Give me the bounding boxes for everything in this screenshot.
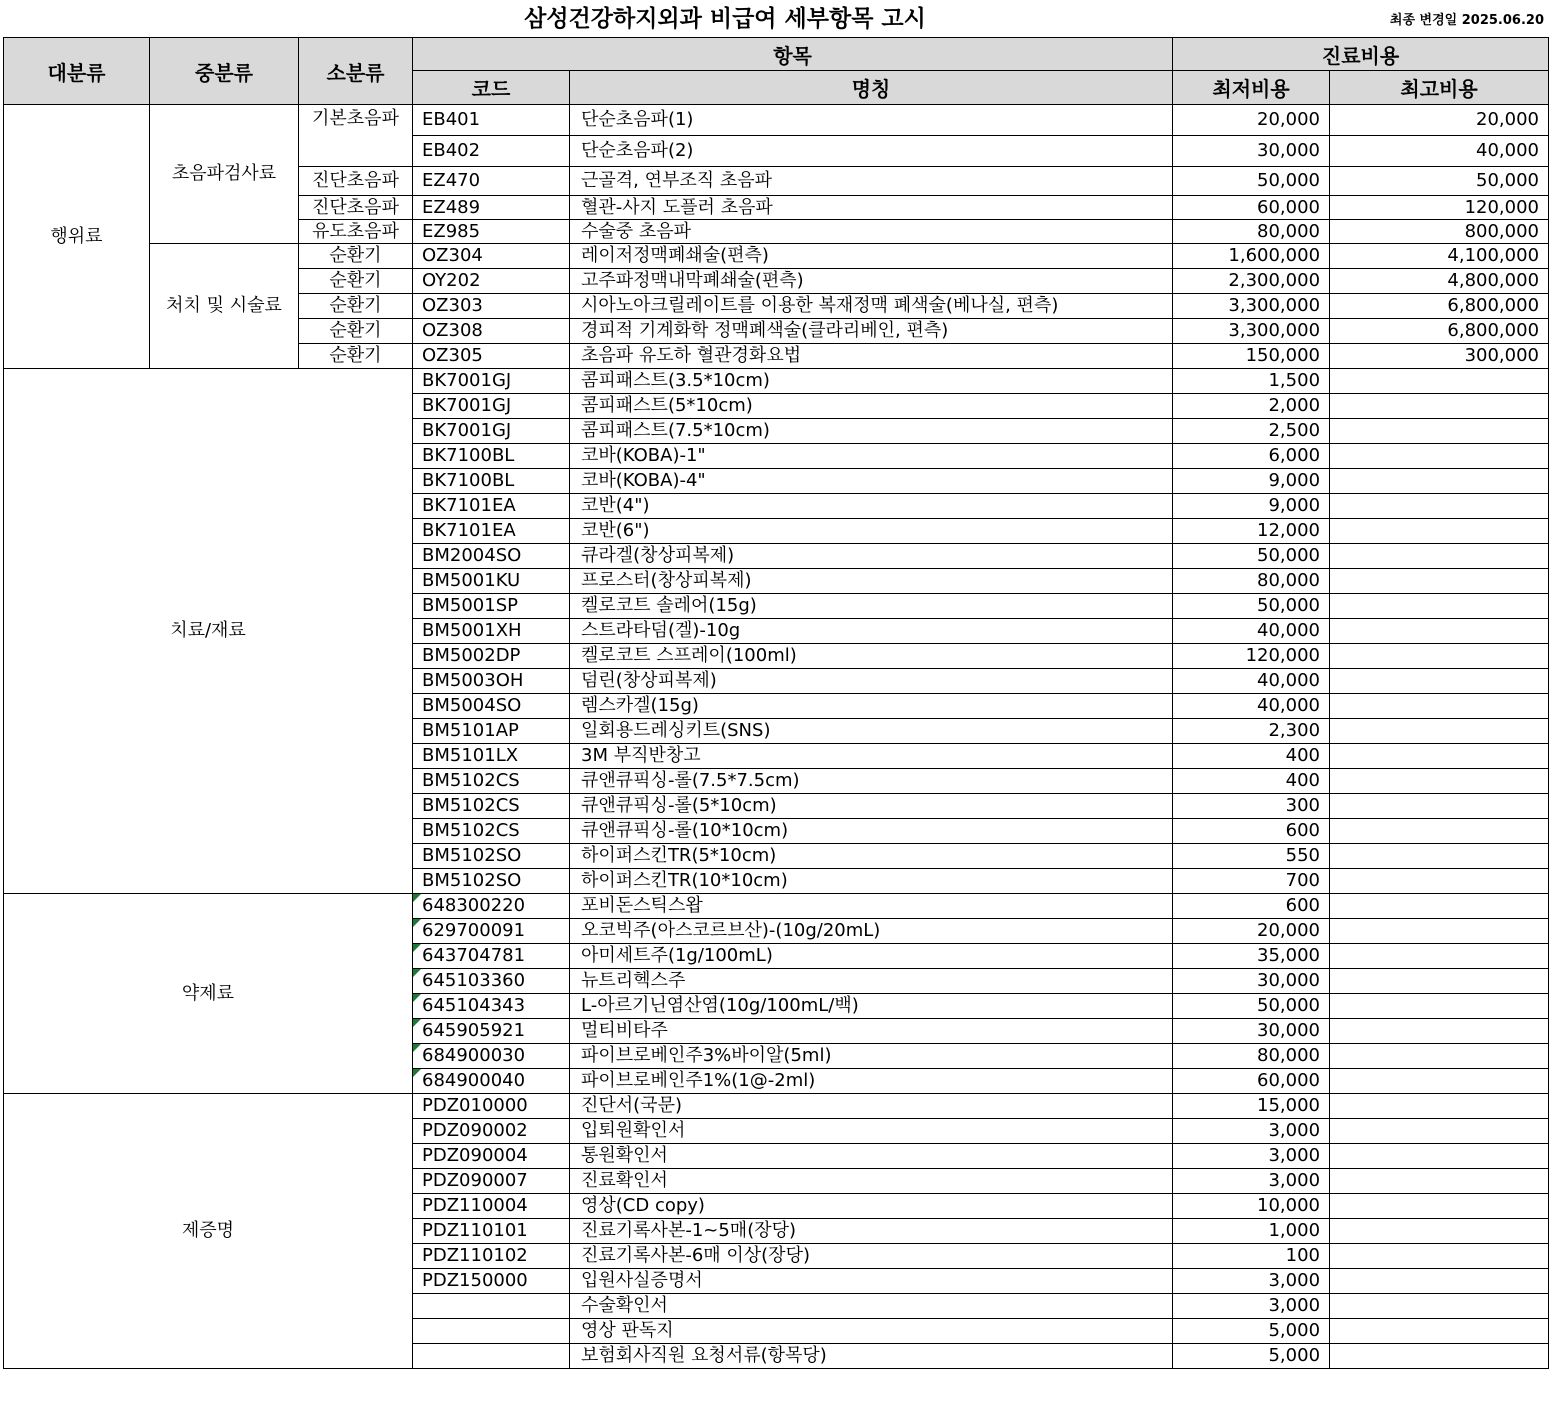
min-cost-cell: 3,000 xyxy=(1173,1144,1330,1169)
name-cell: 수술확인서 xyxy=(570,1294,1173,1319)
min-cost-cell: 3,000 xyxy=(1173,1169,1330,1194)
max-cost-cell xyxy=(1330,494,1549,519)
name-cell: 일회용드레싱키트(SNS) xyxy=(570,719,1173,744)
name-cell: 경피적 기계화학 정맥폐색술(클라리베인, 편측) xyxy=(570,319,1173,344)
code-text: BM5102CS xyxy=(422,795,520,816)
name-cell: 레이저정맥폐쇄술(편측) xyxy=(570,244,1173,269)
max-cost-cell xyxy=(1330,1344,1549,1369)
group-cell: 제증명 xyxy=(4,1094,413,1369)
code-cell: EB402 xyxy=(413,136,570,167)
name-cell: 큐라겔(창상피복제) xyxy=(570,544,1173,569)
name-cell: 프로스터(창상피복제) xyxy=(570,569,1173,594)
max-cost-cell xyxy=(1330,369,1549,394)
name-cell: 진단서(국문) xyxy=(570,1094,1173,1119)
max-cost-cell xyxy=(1330,944,1549,969)
min-cost-cell: 550 xyxy=(1173,844,1330,869)
code-cell xyxy=(413,494,570,519)
name-cell: 단순초음파(2) xyxy=(570,136,1173,167)
min-cost-cell: 2,300 xyxy=(1173,719,1330,744)
header-min-cost: 최저비용 xyxy=(1173,71,1330,105)
name-cell: 시아노아크릴레이트를 이용한 복재정맥 폐색술(베나실, 편측) xyxy=(570,294,1173,319)
table-row xyxy=(4,105,1549,136)
code-cell xyxy=(413,469,570,494)
min-cost-cell: 30,000 xyxy=(1173,969,1330,994)
code-text: BM5102SO xyxy=(422,845,522,866)
code-cell: OZ305 xyxy=(413,344,570,369)
max-cost-cell: 4,100,000 xyxy=(1330,244,1549,269)
name-cell: 영상 판독지 xyxy=(570,1319,1173,1344)
name-cell: 초음파 유도하 혈관경화요법 xyxy=(570,344,1173,369)
min-cost-cell: 15,000 xyxy=(1173,1094,1330,1119)
code-text: 648300220 xyxy=(422,895,526,916)
header-major: 대분류 xyxy=(4,38,150,105)
min-cost-cell: 80,000 xyxy=(1173,1044,1330,1069)
code-text: BM5003OH xyxy=(422,670,524,691)
code-cell: EB401 xyxy=(413,105,570,136)
header-minor: 소분류 xyxy=(299,38,413,105)
min-cost-cell: 5,000 xyxy=(1173,1344,1330,1369)
code-cell: OZ304 xyxy=(413,244,570,269)
code-cell xyxy=(413,794,570,819)
min-cost-cell: 20,000 xyxy=(1173,105,1330,136)
min-cost-cell: 2,000 xyxy=(1173,394,1330,419)
code-text: PDZ150000 xyxy=(422,1270,528,1291)
code-cell xyxy=(413,1019,570,1044)
name-cell: 입퇴원확인서 xyxy=(570,1119,1173,1144)
code-text: BM5101LX xyxy=(422,745,519,766)
code-text: BK7001GJ xyxy=(422,420,512,441)
max-cost-cell xyxy=(1330,1094,1549,1119)
min-cost-cell: 10,000 xyxy=(1173,1194,1330,1219)
max-cost-cell xyxy=(1330,644,1549,669)
code-text: 629700091 xyxy=(422,920,526,941)
code-cell xyxy=(413,1169,570,1194)
max-cost-cell: 50,000 xyxy=(1330,167,1549,196)
max-cost-cell xyxy=(1330,394,1549,419)
min-cost-cell: 150,000 xyxy=(1173,344,1330,369)
min-cost-cell: 3,000 xyxy=(1173,1269,1330,1294)
code-cell xyxy=(413,1294,570,1319)
name-cell: 통원확인서 xyxy=(570,1144,1173,1169)
name-cell: 코반(6") xyxy=(570,519,1173,544)
min-cost-cell: 50,000 xyxy=(1173,994,1330,1019)
code-text: BK7101EA xyxy=(422,520,516,541)
code-cell xyxy=(413,994,570,1019)
code-text: BM5004SO xyxy=(422,695,522,716)
name-cell: 파이브로베인주1%(1@-2ml) xyxy=(570,1069,1173,1094)
name-cell: 하이퍼스킨TR(5*10cm) xyxy=(570,844,1173,869)
cell-flag-icon xyxy=(413,944,421,952)
min-cost-cell: 20,000 xyxy=(1173,919,1330,944)
code-cell xyxy=(413,1194,570,1219)
max-cost-cell xyxy=(1330,669,1549,694)
min-cost-cell: 300 xyxy=(1173,794,1330,819)
name-cell: 하이퍼스킨TR(10*10cm) xyxy=(570,869,1173,894)
min-cost-cell: 1,500 xyxy=(1173,369,1330,394)
group-cell: 약제료 xyxy=(4,894,413,1094)
code-cell xyxy=(413,1244,570,1269)
code-cell xyxy=(413,419,570,444)
max-cost-cell xyxy=(1330,719,1549,744)
minor-cell: 순환기 xyxy=(299,344,413,369)
max-cost-cell xyxy=(1330,969,1549,994)
max-cost-cell xyxy=(1330,469,1549,494)
code-text: PDZ110101 xyxy=(422,1220,528,1241)
max-cost-cell xyxy=(1330,1244,1549,1269)
max-cost-cell xyxy=(1330,1219,1549,1244)
code-text: 645103360 xyxy=(422,970,526,991)
max-cost-cell xyxy=(1330,444,1549,469)
max-cost-cell xyxy=(1330,1269,1549,1294)
name-cell: 입원사실증명서 xyxy=(570,1269,1173,1294)
group-cell: 행위료 xyxy=(4,105,150,369)
code-cell xyxy=(413,569,570,594)
subgroup-cell: 처치 및 시술료 xyxy=(150,244,299,369)
code-text: BM2004SO xyxy=(422,545,522,566)
code-cell xyxy=(413,894,570,919)
code-cell xyxy=(413,1069,570,1094)
code-text: PDZ110004 xyxy=(422,1195,528,1216)
max-cost-cell xyxy=(1330,1144,1549,1169)
max-cost-cell xyxy=(1330,1019,1549,1044)
code-cell: EZ985 xyxy=(413,220,570,244)
code-text: BK7101EA xyxy=(422,495,516,516)
name-cell: 고주파정맥내막폐쇄술(편측) xyxy=(570,269,1173,294)
code-text: 684900030 xyxy=(422,1045,526,1066)
max-cost-cell xyxy=(1330,1194,1549,1219)
min-cost-cell: 100 xyxy=(1173,1244,1330,1269)
code-cell xyxy=(413,644,570,669)
min-cost-cell: 600 xyxy=(1173,819,1330,844)
max-cost-cell: 20,000 xyxy=(1330,105,1549,136)
table-row xyxy=(4,244,1549,269)
max-cost-cell xyxy=(1330,1119,1549,1144)
max-cost-cell xyxy=(1330,919,1549,944)
minor-cell: 순환기 xyxy=(299,319,413,344)
min-cost-cell: 400 xyxy=(1173,769,1330,794)
minor-cell: 순환기 xyxy=(299,244,413,269)
max-cost-cell xyxy=(1330,994,1549,1019)
max-cost-cell xyxy=(1330,894,1549,919)
max-cost-cell: 800,000 xyxy=(1330,220,1549,244)
name-cell: 콤피패스트(3.5*10cm) xyxy=(570,369,1173,394)
name-cell: 포비돈스틱스왑 xyxy=(570,894,1173,919)
min-cost-cell: 35,000 xyxy=(1173,944,1330,969)
max-cost-cell xyxy=(1330,694,1549,719)
min-cost-cell: 700 xyxy=(1173,869,1330,894)
code-text: BK7001GJ xyxy=(422,395,512,416)
min-cost-cell: 2,300,000 xyxy=(1173,269,1330,294)
code-cell xyxy=(413,744,570,769)
header-name: 명칭 xyxy=(570,71,1173,105)
min-cost-cell: 9,000 xyxy=(1173,469,1330,494)
minor-cell: 유도초음파 xyxy=(299,220,413,244)
fee-table xyxy=(3,37,1549,1369)
name-cell: 스트라타덤(겔)-10g xyxy=(570,619,1173,644)
code-cell: OZ308 xyxy=(413,319,570,344)
code-cell: EZ489 xyxy=(413,196,570,220)
max-cost-cell: 4,800,000 xyxy=(1330,269,1549,294)
min-cost-cell: 3,300,000 xyxy=(1173,319,1330,344)
name-cell: 진료기록사본-1~5매(장당) xyxy=(570,1219,1173,1244)
name-cell: 코바(KOBA)-1" xyxy=(570,444,1173,469)
code-text: 643704781 xyxy=(422,945,526,966)
cell-flag-icon xyxy=(413,994,421,1002)
code-cell xyxy=(413,1344,570,1369)
code-cell: OY202 xyxy=(413,269,570,294)
min-cost-cell: 40,000 xyxy=(1173,619,1330,644)
code-cell xyxy=(413,919,570,944)
min-cost-cell: 60,000 xyxy=(1173,196,1330,220)
minor-cell: 순환기 xyxy=(299,269,413,294)
max-cost-cell xyxy=(1330,519,1549,544)
cell-flag-icon xyxy=(413,1044,421,1052)
min-cost-cell: 6,000 xyxy=(1173,444,1330,469)
min-cost-cell: 9,000 xyxy=(1173,494,1330,519)
code-text: PDZ010000 xyxy=(422,1095,528,1116)
code-cell xyxy=(413,1144,570,1169)
max-cost-cell xyxy=(1330,569,1549,594)
cell-flag-icon xyxy=(413,894,421,902)
code-cell xyxy=(413,1094,570,1119)
max-cost-cell: 40,000 xyxy=(1330,136,1549,167)
code-cell xyxy=(413,619,570,644)
code-cell xyxy=(413,844,570,869)
min-cost-cell: 30,000 xyxy=(1173,136,1330,167)
minor-cell: 진단초음파 xyxy=(299,167,413,196)
min-cost-cell: 120,000 xyxy=(1173,644,1330,669)
code-cell xyxy=(413,719,570,744)
code-text: PDZ090004 xyxy=(422,1145,528,1166)
code-cell xyxy=(413,1219,570,1244)
minor-cell: 순환기 xyxy=(299,294,413,319)
min-cost-cell: 60,000 xyxy=(1173,1069,1330,1094)
table-row xyxy=(4,1094,1549,1119)
code-cell: OZ303 xyxy=(413,294,570,319)
code-cell xyxy=(413,769,570,794)
name-cell: 켈로코트 스프레이(100ml) xyxy=(570,644,1173,669)
max-cost-cell xyxy=(1330,744,1549,769)
code-text: BM5001KU xyxy=(422,570,521,591)
code-text: BK7100BL xyxy=(422,470,515,491)
max-cost-cell xyxy=(1330,1069,1549,1094)
cell-flag-icon xyxy=(413,969,421,977)
name-cell: 렘스카겔(15g) xyxy=(570,694,1173,719)
max-cost-cell xyxy=(1330,819,1549,844)
min-cost-cell: 50,000 xyxy=(1173,544,1330,569)
code-cell xyxy=(413,369,570,394)
header-code: 코드 xyxy=(413,71,570,105)
code-cell xyxy=(413,819,570,844)
group-cell: 치료/재료 xyxy=(4,369,413,894)
last-updated-date: 최종 변경일 2025.06.20 xyxy=(1389,13,1544,28)
code-text: BM5001SP xyxy=(422,595,518,616)
page-title: 삼성건강하지외과 비급여 세부항목 고시 xyxy=(524,6,926,32)
name-cell: 켈로코트 솔레어(15g) xyxy=(570,594,1173,619)
max-cost-cell xyxy=(1330,1319,1549,1344)
max-cost-cell xyxy=(1330,769,1549,794)
max-cost-cell xyxy=(1330,419,1549,444)
name-cell: L-아르기닌염산염(10g/100mL/백) xyxy=(570,994,1173,1019)
code-text: BM5102CS xyxy=(422,770,520,791)
code-text: 645104343 xyxy=(422,995,526,1016)
max-cost-cell xyxy=(1330,794,1549,819)
header-max-cost: 최고비용 xyxy=(1330,71,1549,105)
code-cell xyxy=(413,969,570,994)
code-cell xyxy=(413,944,570,969)
max-cost-cell: 6,800,000 xyxy=(1330,319,1549,344)
min-cost-cell: 3,300,000 xyxy=(1173,294,1330,319)
name-cell: 덤린(창상피복제) xyxy=(570,669,1173,694)
code-cell xyxy=(413,544,570,569)
min-cost-cell: 80,000 xyxy=(1173,220,1330,244)
code-text: PDZ090002 xyxy=(422,1120,528,1141)
code-text: 684900040 xyxy=(422,1070,526,1091)
table-row xyxy=(4,894,1549,919)
min-cost-cell: 40,000 xyxy=(1173,669,1330,694)
code-cell xyxy=(413,1119,570,1144)
max-cost-cell xyxy=(1330,869,1549,894)
code-cell xyxy=(413,1269,570,1294)
name-cell: 수술중 초음파 xyxy=(570,220,1173,244)
min-cost-cell: 80,000 xyxy=(1173,569,1330,594)
max-cost-cell: 6,800,000 xyxy=(1330,294,1549,319)
max-cost-cell xyxy=(1330,544,1549,569)
name-cell: 혈관-사지 도플러 초음파 xyxy=(570,196,1173,220)
name-cell: 파이브로베인주3%바이알(5ml) xyxy=(570,1044,1173,1069)
max-cost-cell: 120,000 xyxy=(1330,196,1549,220)
code-cell xyxy=(413,694,570,719)
minor-cell: 기본초음파 xyxy=(299,105,413,167)
min-cost-cell: 40,000 xyxy=(1173,694,1330,719)
code-text: PDZ090007 xyxy=(422,1170,528,1191)
name-cell: 큐앤큐픽싱-롤(7.5*7.5cm) xyxy=(570,769,1173,794)
min-cost-cell: 3,000 xyxy=(1173,1119,1330,1144)
max-cost-cell xyxy=(1330,1044,1549,1069)
code-text: BM5101AP xyxy=(422,720,519,741)
code-cell: EZ470 xyxy=(413,167,570,196)
max-cost-cell xyxy=(1330,619,1549,644)
min-cost-cell: 1,600,000 xyxy=(1173,244,1330,269)
max-cost-cell xyxy=(1330,1294,1549,1319)
name-cell: 뉴트리헥스주 xyxy=(570,969,1173,994)
code-text: BK7001GJ xyxy=(422,370,512,391)
name-cell: 콤피패스트(7.5*10cm) xyxy=(570,419,1173,444)
min-cost-cell: 2,500 xyxy=(1173,419,1330,444)
min-cost-cell: 600 xyxy=(1173,894,1330,919)
min-cost-cell: 1,000 xyxy=(1173,1219,1330,1244)
code-text: PDZ110102 xyxy=(422,1245,528,1266)
name-cell: 영상(CD copy) xyxy=(570,1194,1173,1219)
max-cost-cell xyxy=(1330,594,1549,619)
min-cost-cell: 400 xyxy=(1173,744,1330,769)
cell-flag-icon xyxy=(413,919,421,927)
cell-flag-icon xyxy=(413,1069,421,1077)
name-cell: 오코빅주(아스코르브산)-(10g/20mL) xyxy=(570,919,1173,944)
cell-flag-icon xyxy=(413,1019,421,1027)
table-row xyxy=(4,369,1549,394)
name-cell: 멀티비타주 xyxy=(570,1019,1173,1044)
header-item: 항목 xyxy=(413,38,1173,71)
min-cost-cell: 12,000 xyxy=(1173,519,1330,544)
name-cell: 진료기록사본-6매 이상(장당) xyxy=(570,1244,1173,1269)
name-cell: 진료확인서 xyxy=(570,1169,1173,1194)
code-text: BM5001XH xyxy=(422,620,522,641)
name-cell: 아미세트주(1g/100mL) xyxy=(570,944,1173,969)
code-text: BM5002DP xyxy=(422,645,521,666)
code-text: 645905921 xyxy=(422,1020,526,1041)
max-cost-cell xyxy=(1330,1169,1549,1194)
min-cost-cell: 50,000 xyxy=(1173,167,1330,196)
min-cost-cell: 50,000 xyxy=(1173,594,1330,619)
name-cell: 코바(KOBA)-4" xyxy=(570,469,1173,494)
name-cell: 보험회사직원 요청서류(항목당) xyxy=(570,1344,1173,1369)
code-cell xyxy=(413,1319,570,1344)
minor-cell: 진단초음파 xyxy=(299,196,413,220)
code-cell xyxy=(413,669,570,694)
code-text: BM5102SO xyxy=(422,870,522,891)
min-cost-cell: 5,000 xyxy=(1173,1319,1330,1344)
subgroup-cell: 초음파검사료 xyxy=(150,105,299,244)
min-cost-cell: 3,000 xyxy=(1173,1294,1330,1319)
name-cell: 콤피패스트(5*10cm) xyxy=(570,394,1173,419)
name-cell: 단순초음파(1) xyxy=(570,105,1173,136)
code-cell xyxy=(413,444,570,469)
name-cell: 코반(4") xyxy=(570,494,1173,519)
max-cost-cell: 300,000 xyxy=(1330,344,1549,369)
name-cell: 큐앤큐픽싱-롤(10*10cm) xyxy=(570,819,1173,844)
code-cell xyxy=(413,594,570,619)
max-cost-cell xyxy=(1330,844,1549,869)
code-cell xyxy=(413,869,570,894)
name-cell: 근골격, 연부조직 초음파 xyxy=(570,167,1173,196)
header-cost: 진료비용 xyxy=(1173,38,1549,71)
code-text: BK7100BL xyxy=(422,445,515,466)
name-cell: 큐앤큐픽싱-롤(5*10cm) xyxy=(570,794,1173,819)
code-cell xyxy=(413,519,570,544)
name-cell: 3M 부직반창고 xyxy=(570,744,1173,769)
min-cost-cell: 30,000 xyxy=(1173,1019,1330,1044)
code-text: BM5102CS xyxy=(422,820,520,841)
header-middle: 중분류 xyxy=(150,38,299,105)
code-cell xyxy=(413,394,570,419)
code-cell xyxy=(413,1044,570,1069)
